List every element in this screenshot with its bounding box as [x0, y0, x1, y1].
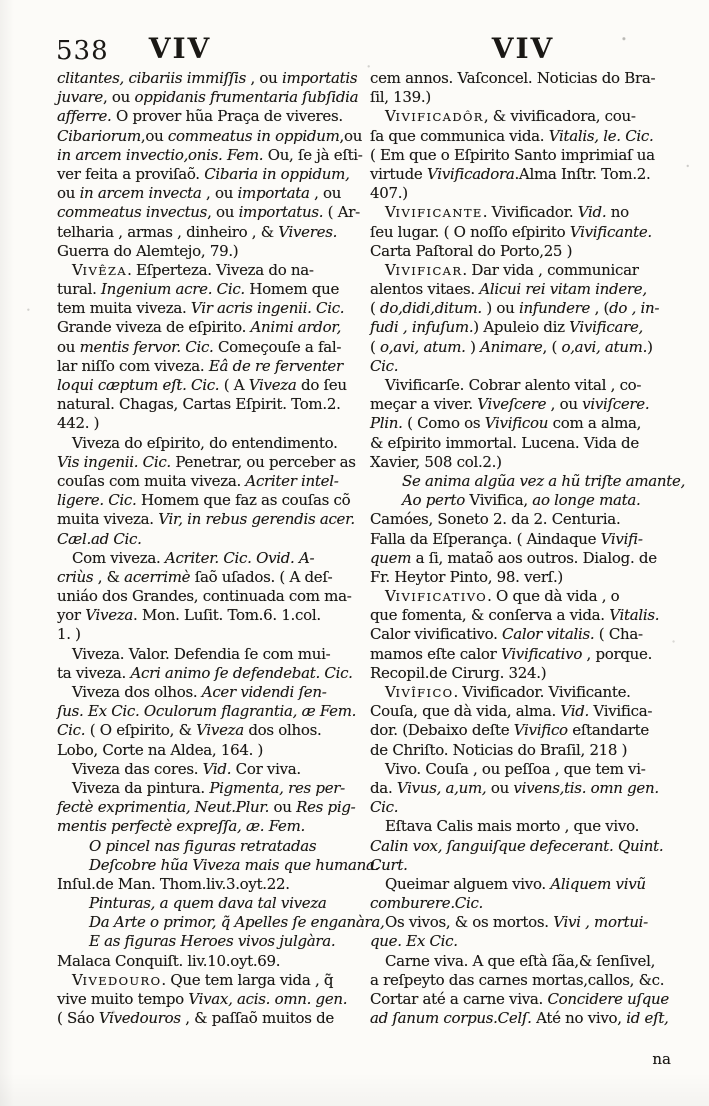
text-line: E as figuras Heroes vivos julgàra.	[89, 932, 336, 951]
text-line: tural. Ingenium acre. Cic. Homem que	[57, 280, 340, 299]
text-line: Calin vox, ſanguiſque defecerant. Quint.	[370, 836, 664, 855]
text-line: Vivificarſe. Cobrar alento vital , co-	[385, 376, 642, 394]
text-line: Guerra do Alemtejo, 79.)	[57, 241, 239, 260]
text-line: Cortar até a carne viva. Concidere uſque	[370, 990, 669, 1008]
text-line: Carta Paſtoral do Porto,25 )	[370, 241, 573, 260]
text-line: ( Sáo Vivedouros , & paſſaõ muitos de	[57, 1009, 334, 1028]
text-line: tem muita viveza. Vir acris ingenii. Cic.	[57, 299, 345, 318]
text-line: ſa que communica vida. Vitalis, le. Cic.	[370, 126, 654, 145]
text-line: Lobo, Corte na Aldea, 164. )	[57, 740, 264, 759]
text-line: criùs , & acerrimè ſaõ uſados. ( A deſ-	[57, 567, 333, 586]
text-line: VIVÎFICO. Vivificador. Vivificante.	[385, 683, 631, 701]
text-line: Cic. ( O eſpirito, & Viveza dos olhos.	[57, 721, 322, 740]
text-line: vive muito tempo Vivax, acis. omn. gen.	[57, 990, 348, 1008]
text-line: Vivo. Couſa , ou peſſoa , que tem vi-	[385, 759, 646, 778]
text-line: Grande viveza de eſpirito. Animi ardor,	[57, 318, 342, 337]
text-line: O pincel nas figuras retratadas	[89, 836, 317, 855]
text-line: muita viveza. Vir, in rebus gerendis acer.	[57, 510, 355, 529]
text-line: ſil, 139.)	[370, 88, 431, 107]
text-line: Falla da Eſperança. ( Aindaque Vivifi-	[370, 529, 643, 548]
text-line: in arcem invectio,onis. Fem. Ou, ſe jà eſti-	[57, 145, 363, 164]
text-line: dor. (Debaixo deſte Vivifico eſtandarte	[370, 721, 649, 740]
headword-smallcaps: IVEDOURO	[82, 973, 162, 988]
text-line: Se anima algũa vez a hũ triſte amante,	[402, 471, 686, 490]
text-line: ( o,avi, atum. ) Animare, ( o,avi, atum.)	[370, 337, 653, 356]
text-line: 407.)	[370, 184, 408, 203]
text-line: Viveza do eſpirito, do entendimento.	[72, 433, 338, 452]
text-line: virtude Vivificadora.Alma Inſtr. Tom.2.	[370, 164, 651, 183]
text-line: VIVÊZA. Eſperteza. Viveza do na-	[72, 260, 314, 279]
text-line: Viveza da pintura. Pigmenta, res per-	[72, 778, 345, 797]
text-line: Cibariorum,ou commeatus in oppidum,ou	[57, 126, 363, 145]
text-line: commeatus invectus, ou importatus. ( Ar-	[57, 203, 360, 222]
headword-smallcaps: IVÊZA	[82, 263, 128, 278]
text-line: natural. Chagas, Cartas Eſpirit. Tom.2.	[57, 395, 341, 414]
headword-smallcaps: IVIFICADÔR	[395, 110, 484, 125]
running-head-left: VIV	[148, 32, 212, 65]
text-line: ou mentis fervor. Cic. Começouſe a fal-	[57, 337, 342, 356]
text-line: 442. )	[57, 414, 100, 433]
text-line: Eſtava Calis mais morto , que vivo.	[385, 817, 640, 836]
headword-smallcaps: IVIFICAR	[395, 263, 463, 278]
text-line: Cæl.ad Cic.	[57, 529, 142, 548]
text-line: yor Viveza. Mon. Luſit. Tom.6. 1.col.	[57, 606, 321, 625]
text-line: Recopil.de Cirurg. 324.)	[370, 663, 547, 682]
text-line: ſus. Ex Cic. Oculorum flagrantia, æ Fem.	[57, 702, 357, 721]
text-line: couſas com muita viveza. Acriter intel-	[57, 471, 339, 490]
text-line: Couſa, que dà vida, alma. Vid. Vivifica-	[370, 702, 653, 721]
text-line: alentos vitaes. Alicui rei vitam indere,	[370, 280, 647, 299]
text-line: Plin. ( Como os Vivificou com a alma,	[370, 414, 642, 433]
text-line: fectè exprimentia, Neut.Plur. ou Res pig-	[57, 798, 356, 817]
text-line: Vis ingenii. Cic. Penetrar, ou perceber as	[57, 452, 356, 471]
text-line: da. Vivus, a,um, ou vivens,tis. omn gen.	[370, 778, 659, 797]
text-line: 1. )	[57, 625, 81, 644]
text-line: & eſpirito immortal. Lucena. Vida de	[370, 433, 639, 452]
text-line: ad ſanum corpus.Celſ. Até no vivo, id eſt,	[370, 1009, 669, 1028]
text-line: cem annos. Vaſconcel. Noticias do Bra-	[370, 69, 656, 87]
running-head-right: VIV	[491, 32, 555, 65]
text-line: Fr. Heytor Pinto, 98. verſ.)	[370, 567, 563, 586]
text-line: ligere. Cic. Homem que faz as couſas cõ	[57, 491, 351, 510]
text-line: Os vivos, & os mortos. Vivi , mortui-	[385, 913, 648, 932]
headword-smallcaps: IVIFICANTE	[395, 206, 483, 221]
text-line: comburere.Cic.	[370, 894, 484, 913]
text-line: Deſcobre hũa Viveza mais que humana.	[89, 855, 380, 874]
text-line: Curt.	[370, 855, 408, 874]
text-line: ( do,didi,ditum. ) ou infundere , (do , in-	[370, 299, 660, 318]
text-line: VIVIFICANTE. Vivificador. Vid. no	[385, 203, 629, 222]
text-line: lar niſſo com viveza. Eâ de re ferventer	[57, 356, 343, 375]
text-line: Cic.	[370, 798, 399, 817]
text-line: VIVIFICATIVO. O que dà vida , o	[385, 587, 620, 606]
text-line: Viveza dos olhos. Acer videndi ſen-	[72, 683, 327, 701]
text-line: Ao perto Vivifica, ao longe mata.	[402, 491, 641, 510]
text-line: Viveza. Valor. Defendia ſe com mui-	[72, 644, 331, 663]
text-line: ou in arcem invecta , ou importata , ou	[57, 184, 342, 203]
page-number: 538	[56, 36, 109, 66]
text-line: Calor vivificativo. Calor vitalis. ( Cha-	[370, 625, 643, 644]
text-line: ver feita a proviſaõ. Cibaria in oppidum,	[57, 164, 350, 183]
text-line: fudi , infuſum.) Apuleio diz Vivificare,	[370, 318, 644, 337]
text-column-right	[370, 69, 686, 1028]
headword-smallcaps: IVÎFICO	[395, 686, 454, 700]
text-line: que. Ex Cic.	[370, 932, 458, 951]
text-line: Inſul.de Man. Thom.liv.3.oyt.22.	[57, 874, 290, 893]
text-line: de Chriſto. Noticias do Braſil, 218 )	[370, 740, 628, 759]
text-line: Com viveza. Acriter. Cic. Ovid. A-	[72, 548, 315, 567]
text-line: VIVIFICAR. Dar vida , communicar	[385, 260, 639, 279]
text-line: VIVIFICADÔR, & vivificadora, cou-	[385, 107, 636, 126]
text-line: clitantes, cibariis immiſſis , ou importatis	[57, 69, 358, 87]
text-line: Xavier, 508 col.2.)	[370, 452, 502, 471]
text-line: Carne viva. A que eſtà ſãa,& ſenſivel,	[385, 951, 656, 970]
headword-smallcaps: IVIFICATIVO	[395, 590, 488, 605]
text-line: juvare, ou oppidanis frumentaria ſubſidia	[57, 88, 359, 107]
text-line: Cic.	[370, 356, 399, 375]
text-line: a reſpeyto das carnes mortas,callos, &c.	[370, 970, 665, 989]
text-line: Pinturas, a quem dava tal viveza	[89, 894, 327, 913]
text-column-left	[57, 69, 385, 1028]
text-line: loqui cæptum eſt. Cic. ( A Viveza do ſeu	[57, 376, 347, 394]
text-line: VIVEDOURO. Que tem larga vida , q̃	[72, 970, 334, 989]
text-line: meçar a viver. Viveſcere , ou viviſcere.	[370, 395, 650, 414]
text-line: mamos eſte calor Vivificativo , porque.	[370, 644, 653, 663]
text-line: Da Arte o primor, q̃ Apelles ſe enganàra,	[89, 913, 385, 932]
text-line: Camóes, Soneto 2. da 2. Centuria.	[370, 510, 621, 529]
text-line: quem a ſi, mataõ aos outros. Dialog. de	[370, 548, 657, 567]
text-line: mentis perfectè expreſſa, æ. Fem.	[57, 817, 305, 836]
text-line: Viveza das cores. Vid. Cor viva.	[72, 759, 301, 778]
text-line: que fomenta, & conſerva a vida. Vitalis.	[370, 606, 660, 625]
text-line: telharia , armas , dinheiro , & Viveres.	[57, 222, 338, 241]
text-line: Queimar alguem vivo. Aliquem vivũ	[385, 874, 646, 893]
text-line: uniáo dos Grandes, continuada com ma-	[57, 587, 352, 606]
text-line: ta viveza. Acri animo ſe defendebat. Cic.	[57, 663, 353, 682]
text-line: ( Em que o Eſpirito Santo imprimiaſ ua	[370, 145, 655, 164]
text-columns	[57, 69, 686, 1028]
text-line: afferre. O prover hũa Praça de viveres.	[57, 107, 343, 126]
catchword: na	[652, 1050, 671, 1068]
text-line: Malaca Conquiſt. liv.10.oyt.69.	[57, 951, 281, 970]
text-line: ſeu lugar. ( O noſſo eſpirito Vivificante.	[370, 222, 652, 241]
